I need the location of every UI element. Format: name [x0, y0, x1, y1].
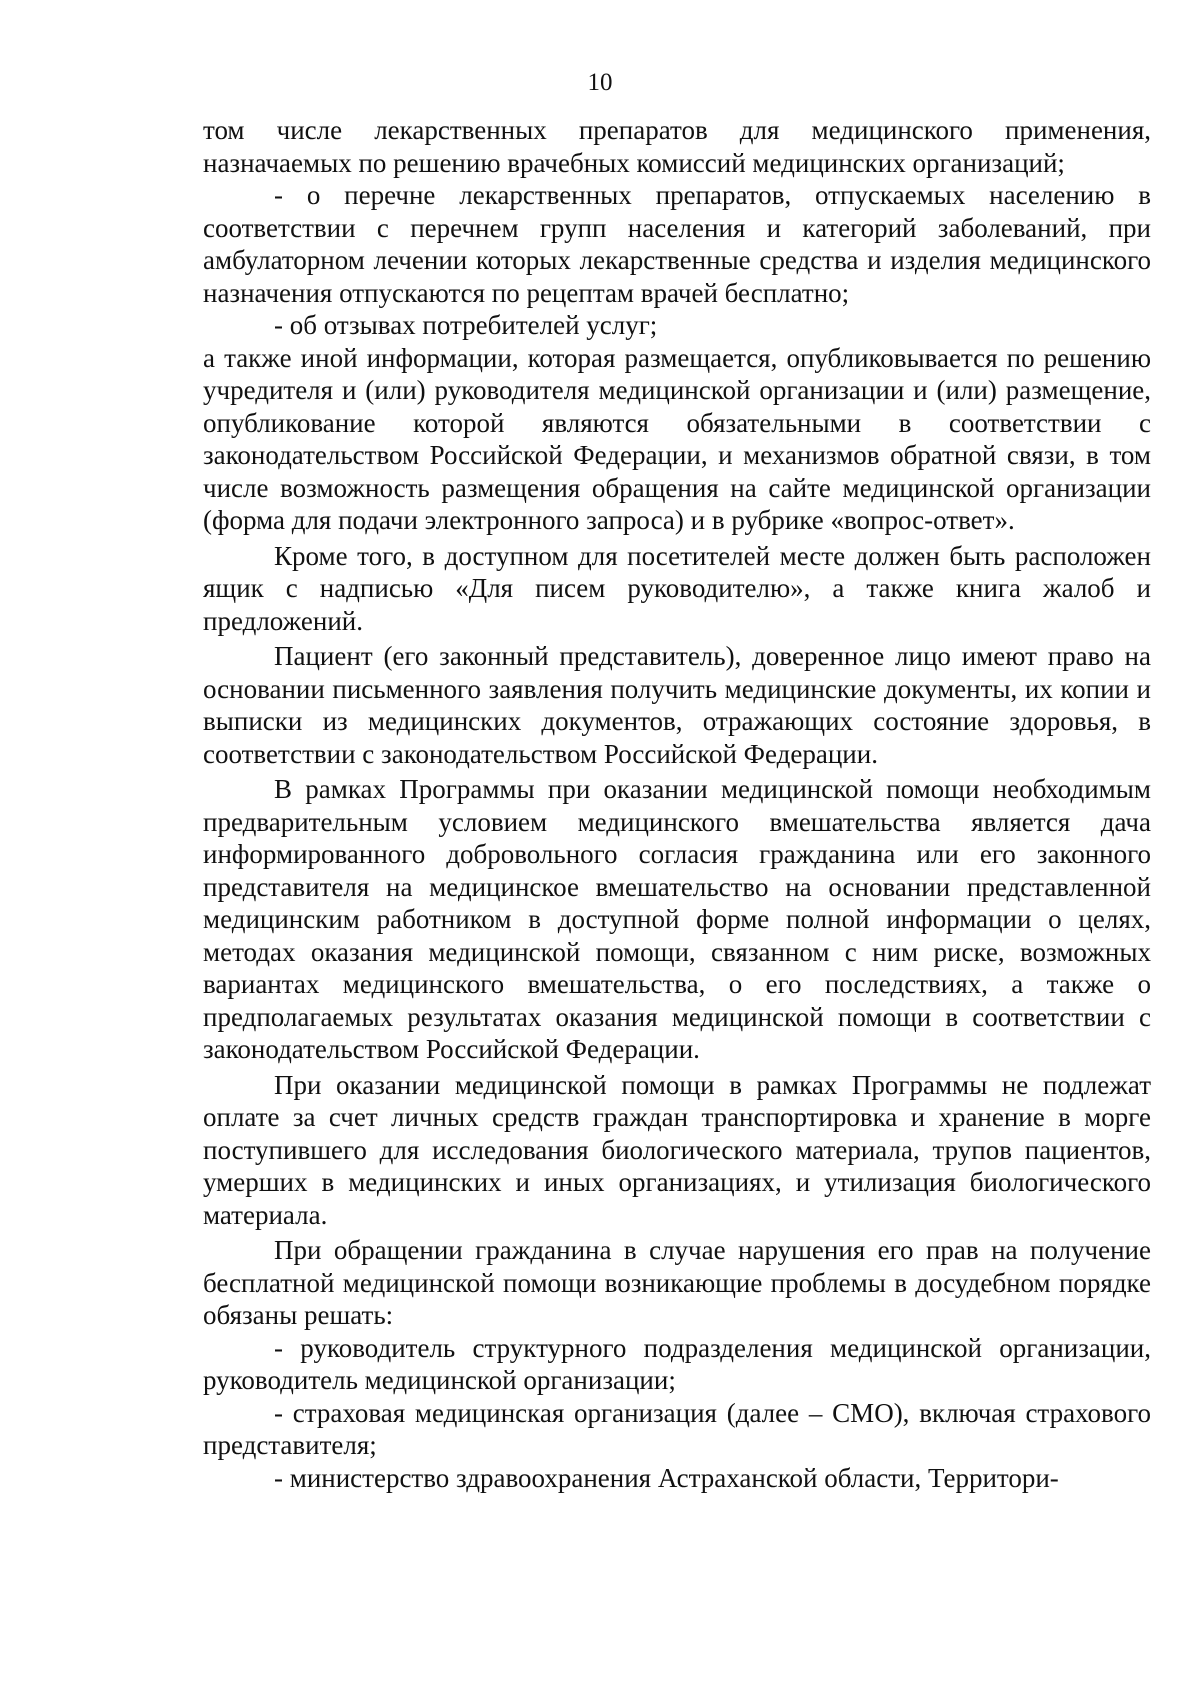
document-body [203, 114, 1151, 1494]
paragraph-8: При оказании медицинской помощи в рамках Программы не подлежат оплате за счет личных средств граждан транспортировка и хранение в морге поступившего для исследования биологического материала, трупов пациентов, умерших в медицинских и иных организациях, и утилизация биологического материала. [203, 1069, 1151, 1230]
paragraph-3: - об отзывах потребителей услуг; [274, 310, 658, 340]
page-number: 10 [587, 69, 613, 96]
paragraph-6: Пациент (его законный представитель), доверенное лицо имеют право на основании письменного заявления получить медицинские документы, их копии и выписки из медицинских документов, отражающих состояние здоровья, в соответствии с законодательством Российской Федерации. [203, 641, 1151, 769]
paragraph-2: - о перечне лекарственных препаратов, отпускаемых населению в соответствии с перечнем групп населения и категорий заболеваний, при амбулаторном лечении которых лекарственные средства и изделия медицинского назначения отпускаются по рецептам врачей бесплатно; [203, 180, 1151, 308]
paragraph-1: том числе лекарственных препаратов для медицинского применения, назначаемых по решению врачебных комиссий медицинских организаций; [203, 115, 1151, 178]
paragraph-10: - руководитель структурного подразделения медицинской организации, руководитель медицинской организации; [203, 1332, 1151, 1395]
paragraph-12: - министерство здравоохранения Астраханской области, Территори- [274, 1462, 1059, 1493]
paragraph-7: В рамках Программы при оказании медицинской помощи необходимым предварительным условием медицинского вмешательства является дача информированного добровольного согласия гражданина или его законного представителя на медицинское вмешательство на основании представленной медицинским работником в доступной форме полной информации о целях, методах оказания медицинской помощи, связанном с ним риске, возможных вариантах медицинского вмешательства, о его последствиях, а также о предполагаемых результатах оказания медицинской помощи в соответствии с законодательством Российской Федерации. [203, 774, 1151, 1064]
paragraph-4: а также иной информации, которая размещается, опубликовывается по решению учредителя и (или) руководителя медицинской организации и (или) размещение, опубликование которой являются обязательными в соответствии с законодательством Российской Федерации, и механизмов обратной связи, в том числе возможность размещения обращения на сайте медицинской организации (форма для подачи электронного запроса) и в рубрике «вопрос-ответ». [203, 342, 1151, 535]
paragraph-9: При обращении гражданина в случае нарушения его прав на получение бесплатной медицинской помощи возникающие проблемы в досудебном порядке обязаны решать: [203, 1235, 1151, 1330]
paragraph-5: Кроме того, в доступном для посетителей месте должен быть расположен ящик с надписью «Для писем руководителю», а также книга жалоб и предложений. [203, 540, 1151, 636]
paragraph-11: - страховая медицинская организация (далее – СМО), включая страхового представителя; [203, 1397, 1151, 1460]
